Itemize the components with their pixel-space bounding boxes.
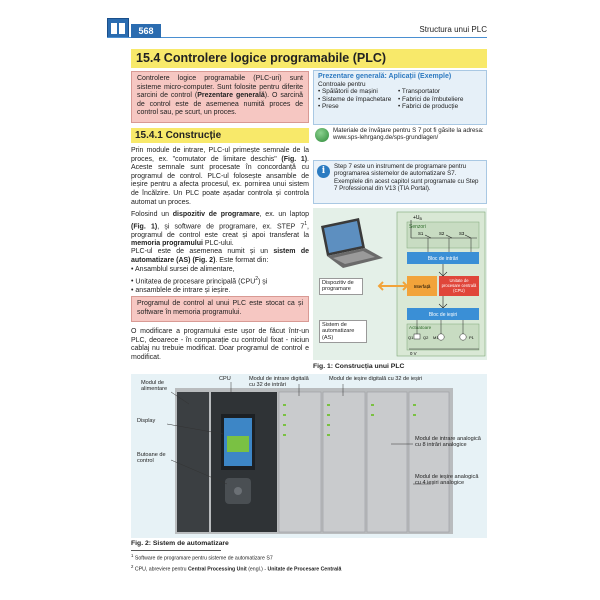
- figure-2: [131, 374, 487, 538]
- para2-b: dispozitiv de programare: [172, 211, 260, 218]
- para2-f: , programul de control este creat și apoi transferat la: [131, 222, 309, 239]
- programming-device-label: Dispozitiv de programare: [319, 278, 363, 295]
- automation-system-photo: [131, 374, 487, 538]
- digital-input-label: Modul de intrare digitală cu 32 de intrări: [249, 376, 309, 389]
- list-item: • Transportator: [398, 88, 463, 96]
- para2-e: , și software de programare, ex. STEP 7: [157, 222, 305, 230]
- overview-subtitle: Controale pentru: [318, 80, 366, 88]
- list-item: • ansamblele de intrare și ieșire.: [131, 287, 309, 296]
- cpu-item: Unitatea de procesare principală (CPU: [135, 278, 256, 286]
- display-content: [227, 436, 249, 452]
- subsection-title: 15.4.1 Construcție: [131, 128, 309, 143]
- info-box: [313, 160, 487, 204]
- overview-box: [313, 70, 487, 125]
- cpu-label: CPU: [219, 376, 231, 382]
- footnote-1: $^1$ Software de programare pentru sisteme de automatizare S7: [131, 553, 273, 562]
- red-note: Programul de control al unui PLC este stocat ca și software în memoria programului.: [131, 296, 309, 322]
- output-block-label: Bloc de ieșiri: [428, 312, 458, 318]
- s2-label: S2: [439, 231, 445, 236]
- section-title: 15.4 Controlere logice programabile (PLC): [131, 49, 487, 68]
- para1-ref: (Fig. 1): [281, 155, 308, 163]
- footnote-2-b: Central Processing Unit: [187, 566, 247, 573]
- figure-1-caption: Fig. 1: Construcția unui PLC: [313, 363, 405, 370]
- intro-text-end: ). O sarcină de control este de asemenea numită proces de control sau, pe scurt, un proces.: [137, 92, 303, 117]
- intro-box: [131, 71, 309, 123]
- para2-g: memoria programului: [131, 240, 203, 248]
- paragraph-4: O modificare a programului este ușor de făcut într-un PLC, deoarece - în comparație cu controlul fixat - niciun cablaj nu trebuie modificat. Doar programul de control e modificat.: [131, 328, 309, 361]
- q1-label: Q1: [408, 335, 414, 340]
- overview-list-left: [318, 88, 398, 111]
- q2-label: Q2: [423, 335, 429, 340]
- web-note: [313, 127, 487, 153]
- list-item: • Prese: [318, 103, 398, 111]
- footnote-mark: 1: [304, 220, 308, 227]
- digital-output-module: [323, 392, 365, 532]
- paragraph-3: [131, 248, 309, 295]
- overview-title: Prezentare generală: Aplicații (Exemple): [318, 73, 452, 80]
- analog-input-label: Modul de intrare analogică cu 8 intrări analogice: [415, 436, 481, 449]
- figure-1: [313, 208, 487, 360]
- footnote-rule: [131, 550, 221, 551]
- overview-list-right: [398, 88, 463, 111]
- list-item: [131, 275, 309, 287]
- link-arrow-icon: [379, 282, 407, 290]
- m1-label: M1: [433, 335, 439, 340]
- para3-b: sistem de automatizare (AS) (Fig. 2): [131, 248, 309, 264]
- list-item: • Sisteme de împachetare: [318, 96, 398, 104]
- para2-d: (Fig. 1): [131, 222, 158, 230]
- digital-input-module: [279, 392, 321, 532]
- para2-h: PLC-ului.: [202, 240, 234, 248]
- footnote-2-d: Unitate de Procesare Centrală: [267, 566, 342, 573]
- para2-a: Folosind un: [131, 211, 173, 218]
- laptop-icon: [321, 218, 383, 268]
- analog-output-module: [409, 392, 449, 532]
- automation-system-label: Sistem de automatizare (AS): [319, 320, 367, 343]
- power-module-label: Modul de alimentare: [141, 380, 168, 393]
- component-list: [131, 266, 309, 295]
- para1-text-end: . Aceste semnale sunt procesate în concordanță cu programul de control. PLC-ul folosește ansamble de ieșire pentru a afecta procesul, ex. pornirea unui sistem de încălzire. Un PLC poate așadar controla și controla automat un proces.: [131, 155, 309, 206]
- intro-text: Controlere logice programabile (PLC-uri) sunt sisteme micro-computer. Sunt folosite pentru diferite sarcini de control (: [137, 75, 303, 100]
- footnotes: [131, 552, 487, 573]
- cpu-item-tail: ) și: [258, 278, 268, 286]
- s1-label: S1: [418, 231, 424, 236]
- motor-symbol: [438, 334, 444, 340]
- intro-bold: Prezentare generală: [197, 92, 265, 100]
- digital-output-label: Modul de ieșire digitală cu 32 de ieșiri: [329, 376, 423, 382]
- web-note-url[interactable]: www.sps-lehrgang.de/sps-grundlagen/: [333, 134, 439, 142]
- info-icon: i: [317, 165, 330, 178]
- zero-volt-label: 0 V: [410, 351, 417, 356]
- cpu-label-wrap: [440, 277, 478, 295]
- ok-button-icon: [234, 487, 242, 495]
- supply-label: $+U_B$: [413, 215, 422, 221]
- footnote-2-c: (engl.) -: [246, 566, 268, 573]
- footnote-2-a: CPU, abreviere pentru: [134, 566, 188, 573]
- para3-c: . Este format din:: [215, 256, 269, 264]
- running-title: Structura unui PLC: [419, 25, 487, 34]
- cpu-label: Unitate de procesare centrală (CPU): [441, 278, 477, 293]
- footnote-2: $^2$ CPU, abreviere pentru Central Processing Unit (engl.) - Unitate de Procesare Centrală: [131, 563, 342, 573]
- list-item: • Spălătorii de mașini: [318, 88, 398, 96]
- para3-a: PLC-ul este de asemenea numit și un: [131, 248, 274, 255]
- p1-label: P1: [469, 335, 474, 340]
- list-item: • Fabrici de producție: [398, 103, 463, 111]
- analog-output-label: Modul de ieșire analogică cu 4 ieșiri analogice: [415, 474, 479, 487]
- info-text: Step 7 este un instrument de programare pentru programarea sistemelor de automatizare S7. Exemplele din acest capitol sunt programate cu Step 7 Professional din V13 (TIA Portal).: [334, 163, 479, 193]
- lamp-symbol: [460, 334, 466, 340]
- actuators-label: Actuatoare: [409, 325, 432, 330]
- para2-c: , ex. un laptop: [259, 211, 309, 218]
- display-label: Display: [137, 418, 156, 424]
- figure-2-caption: Fig. 2: Sistem de automatizare: [131, 540, 229, 547]
- list-item: • Fabrici de îmbuteliere: [398, 96, 463, 104]
- sensors-label: Senzori: [409, 224, 426, 230]
- footnote-1-text: Software de programare pentru sisteme de automatizare S7: [134, 555, 273, 562]
- footnote-mark: 2: [255, 275, 259, 282]
- interface-label: Interfață: [413, 284, 431, 289]
- web-note-text: Materiale de învățare pentru S 7 pot fi găsite la adresa:: [333, 127, 484, 134]
- relay-symbol: [414, 334, 420, 339]
- paragraph-1: [131, 147, 309, 207]
- power-module: [177, 392, 209, 532]
- globe-icon: [315, 128, 329, 142]
- para1-text: Prin module de intrare, PLC-ul primește semnale de la proces, ex. "comutator de limitare deschis": [131, 147, 309, 163]
- input-block-label: Bloc de intrări: [427, 256, 459, 262]
- page-number: 568: [131, 24, 161, 38]
- buttons-label: Butoane de control: [137, 452, 166, 465]
- paragraph-2: [131, 211, 309, 249]
- s3-label: S3: [459, 231, 465, 236]
- analog-input-module: [367, 392, 407, 532]
- list-item: • Ansamblul sursei de alimentare,: [131, 266, 309, 275]
